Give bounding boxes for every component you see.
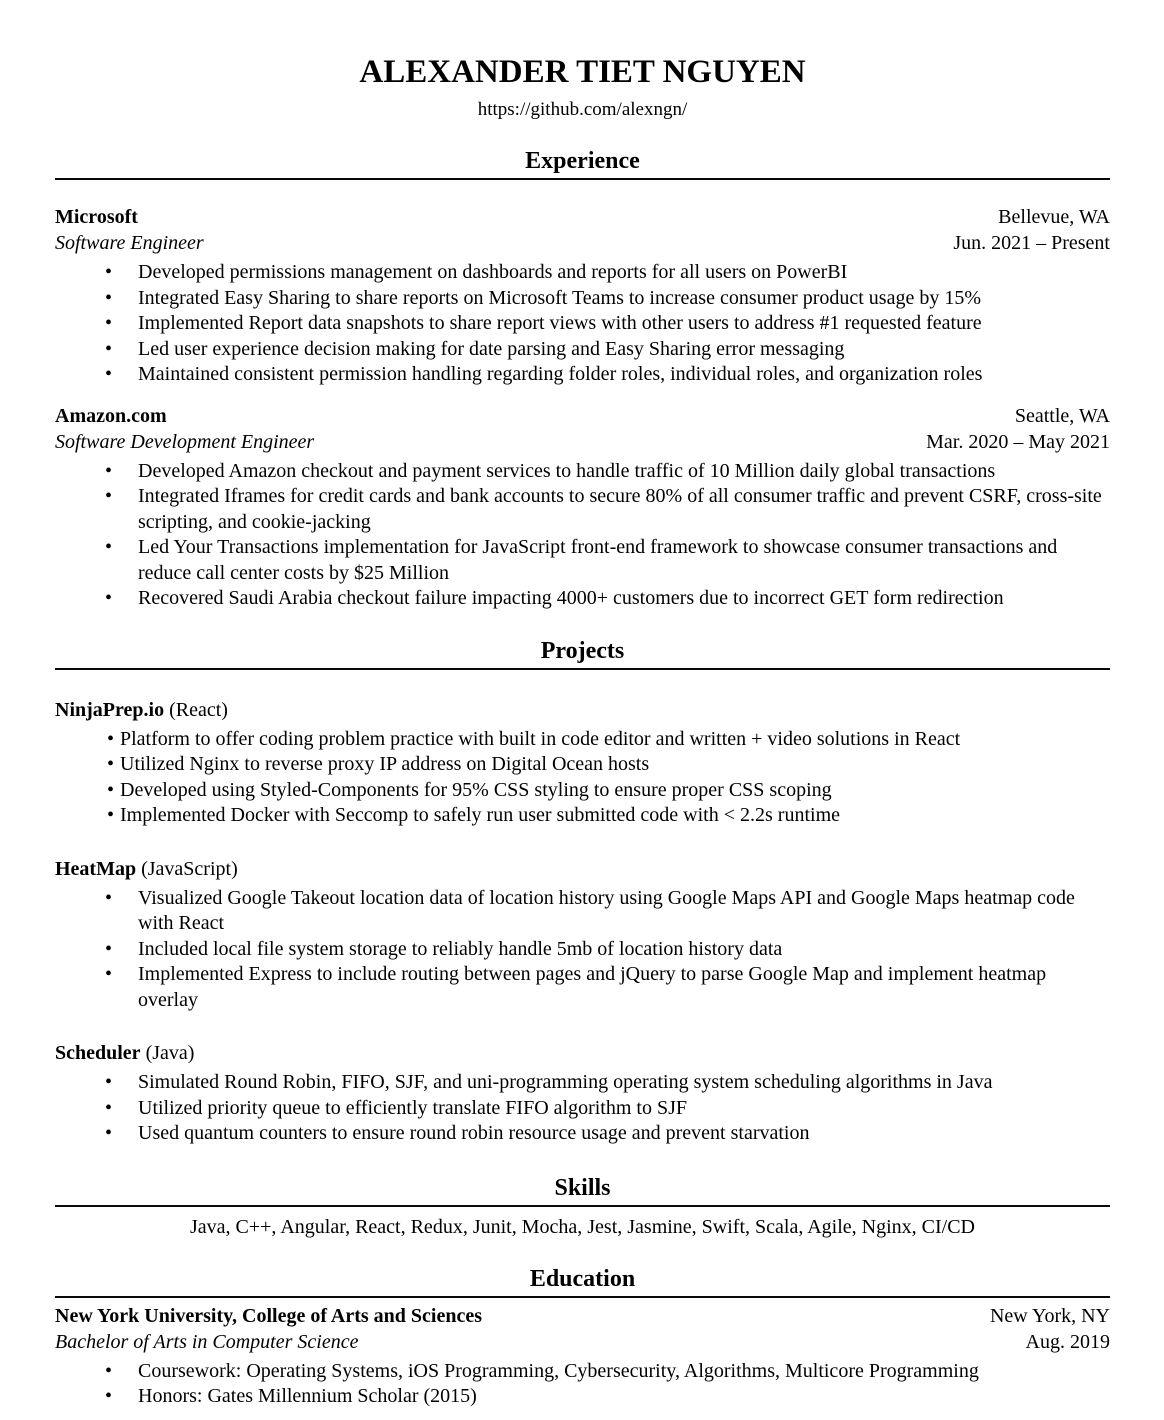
page-title: ALEXANDER TIET NGUYEN [359, 54, 806, 90]
company-name: Amazon.com [55, 404, 167, 427]
bullet-list [55, 727, 1110, 829]
degree-title: Bachelor of Arts in Computer Science [55, 1330, 359, 1353]
section-projects [55, 636, 1110, 1147]
school-name: New York University, College of Arts and Sciences [55, 1304, 482, 1327]
school-location: New York, NY [989, 1304, 1110, 1327]
section-divider [55, 1205, 1110, 1207]
bullet-list [55, 1070, 1110, 1147]
section-education [55, 1264, 1110, 1410]
project-name: Scheduler [55, 1042, 141, 1064]
bullet-list [55, 459, 1110, 612]
section-divider [55, 668, 1110, 670]
experience-entry-amazon [55, 403, 1110, 612]
entry-header-row [55, 1303, 1110, 1329]
bullet-item: • Maintained consistent permission handling regarding folder roles, individual roles, and organization roles [55, 362, 1110, 388]
bullet-item: • Led user experience decision making for date parsing and Easy Sharing error messaging [55, 337, 1110, 363]
bullet-list [55, 260, 1110, 388]
bullet-item: • Utilized Nginx to reverse proxy IP address on Digital Ocean hosts [55, 752, 1110, 778]
skills-list: Java, C++, Angular, React, Redux, Junit, Mocha, Jest, Jasmine, Swift, Scala, Agile, Nginx, CI/CD [190, 1215, 975, 1238]
project-tech: (Java) [145, 1042, 195, 1064]
section-divider [55, 1296, 1110, 1298]
bullet-item: • Utilized priority queue to efficiently translate FIFO algorithm to SJF [55, 1096, 1110, 1122]
bullet-item: • Developed Amazon checkout and payment services to handle traffic of 10 Million daily global transactions [55, 459, 1110, 485]
bullet-item: • Recovered Saudi Arabia checkout failure impacting 4000+ customers due to incorrect GET form redirection [55, 586, 1110, 612]
entry-header-row [55, 403, 1110, 429]
bullet-item: • Integrated Easy Sharing to share reports on Microsoft Teams to increase consumer product usage by 15% [55, 286, 1110, 312]
job-dates: Mar. 2020 – May 2021 [926, 430, 1110, 453]
bullet-item: • Included local file system storage to reliably handle 5mb of location history data [55, 937, 1110, 963]
job-title: Software Development Engineer [55, 430, 315, 453]
bullet-item: • Led Your Transactions implementation for JavaScript front-end framework to showcase consumer transactions and reduce call center costs by $25 Million [55, 535, 1110, 586]
project-name: NinjaPrep.io [55, 698, 165, 721]
project-header [55, 1040, 1110, 1066]
bullet-item: • Visualized Google Takeout location data of location history using Google Maps API and Google Maps heatmap code with React [55, 886, 1110, 937]
bullet-item: • Honors: Gates Millennium Scholar (2015) [55, 1384, 1110, 1410]
bullet-item: • Coursework: Operating Systems, iOS Programming, Cybersecurity, Algorithms, Multicore Programming [55, 1359, 1110, 1385]
project-header [55, 697, 1110, 723]
education-section-title: Education [529, 1265, 636, 1292]
job-title: Software Engineer [55, 232, 204, 254]
project-name: HeatMap [55, 857, 137, 880]
projects-section-title: Projects [540, 637, 625, 664]
skills-section-title: Skills [554, 1174, 611, 1201]
bullet-item: • Developed permissions management on dashboards and reports for all users on PowerBI [55, 260, 1110, 286]
bullet-item: • Simulated Round Robin, FIFO, SJF, and uni-programming operating system scheduling algorithms in Java [55, 1070, 1110, 1096]
education-entry-nyu [55, 1303, 1110, 1410]
project-tech: (JavaScript) [141, 857, 238, 880]
entry-subheader-row [55, 230, 1110, 256]
job-dates: Jun. 2021 – Present [953, 232, 1110, 254]
bullet-item: • Developed using Styled-Components for 95% CSS styling to ensure proper CSS scoping [55, 778, 1110, 804]
github-url-link[interactable]: https://github.com/alexngn/ [477, 99, 688, 120]
project-entry-ninjaprep [55, 697, 1110, 829]
experience-entry-microsoft [55, 204, 1110, 388]
entry-subheader-row [55, 429, 1110, 455]
project-tech: (React) [169, 698, 228, 721]
project-entry-heatmap [55, 856, 1110, 1014]
entry-subheader-row [55, 1329, 1110, 1355]
project-entry-scheduler [55, 1040, 1110, 1147]
section-skills [55, 1173, 1110, 1240]
company-location: Seattle, WA [1014, 404, 1110, 427]
bullet-item: • Implemented Docker with Seccomp to safely run user submitted code with < 2.2s runtime [55, 803, 1110, 829]
company-location: Bellevue, WA [998, 206, 1110, 228]
section-experience [55, 146, 1110, 612]
bullet-item: • Integrated Iframes for credit cards and bank accounts to secure 80% of all consumer traffic and prevent CSRF, cross-site scripting, and cookie-jacking [55, 484, 1110, 535]
bullet-item: • Implemented Report data snapshots to share report views with other users to address #1 requested feature [55, 311, 1110, 337]
experience-section-title: Experience [525, 148, 640, 174]
bullet-item: • Used quantum counters to ensure round robin resource usage and prevent starvation [55, 1121, 1110, 1147]
resume-header [55, 52, 1110, 122]
bullet-item: • Implemented Express to include routing between pages and jQuery to parse Google Map and implement heatmap overlay [55, 962, 1110, 1013]
graduation-date: Aug. 2019 [1025, 1330, 1110, 1353]
project-header [55, 856, 1110, 882]
section-divider [55, 178, 1110, 180]
bullet-item: • Platform to offer coding problem practice with built in code editor and written + video solutions in React [55, 727, 1110, 753]
company-name: Microsoft [55, 206, 138, 228]
bullet-list [55, 886, 1110, 1014]
bullet-list [55, 1359, 1110, 1410]
entry-header-row [55, 204, 1110, 230]
